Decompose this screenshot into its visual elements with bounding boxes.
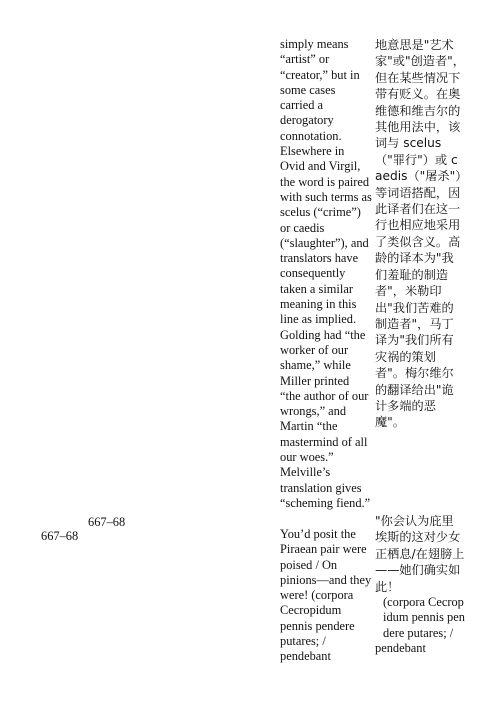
line-reference-upper: 667–68 [88,515,126,529]
chinese-translation-block [375,513,465,656]
chinese-commentary-text: 地意思是"艺术家"或"创造者"，但在某些情况下带有贬义。在奥维德和维吉尔的其他用法中，该词与 scelus（"罪行"）或 caedis（"屠杀"）等词语搭配，因此译者们在这一行也相应地采用了类似含义。高龄的译本为"我们羞耻的制造者"，米勒印出"我们苦难的制造者"，马丁译为"我们所有灾祸的策划者"。梅尔维尔的翻译给出"诡计多端的恶魔"。 [375,38,465,430]
english-commentary-text: simply means “artist” or “creator,” but in some cases carried a derogatory connotation. Elsewhere in Ovid and Virgil, the word is paired with such terms as scelus (“crime”) or caedis (“slaughter”), and translators have consequently taken a similar meaning in this line as implied. Golding had “the worker of our shame,” while Miller printed “the author of our wrongs,” and Martin “the mastermind of all our woes.” Melville’s translation gives “scheming fiend.” [280,37,372,510]
english-translation-text: You’d posit the Piraean pair were poised / On pinions—and they were! (corpora Cecropidum pennis pendere putares; / pendebant [280,527,372,664]
chinese-translation-text: "你会认为庇里埃斯的这对少女正栖息/在翅膀上——她们确实如此！ [375,514,465,594]
chinese-latin-quote: (corpora Cecropidum pennis pendere putares; / [383,595,465,640]
chinese-latin-quote-continued: pendebant [375,640,426,655]
line-reference-lower: 667–68 [41,529,79,543]
